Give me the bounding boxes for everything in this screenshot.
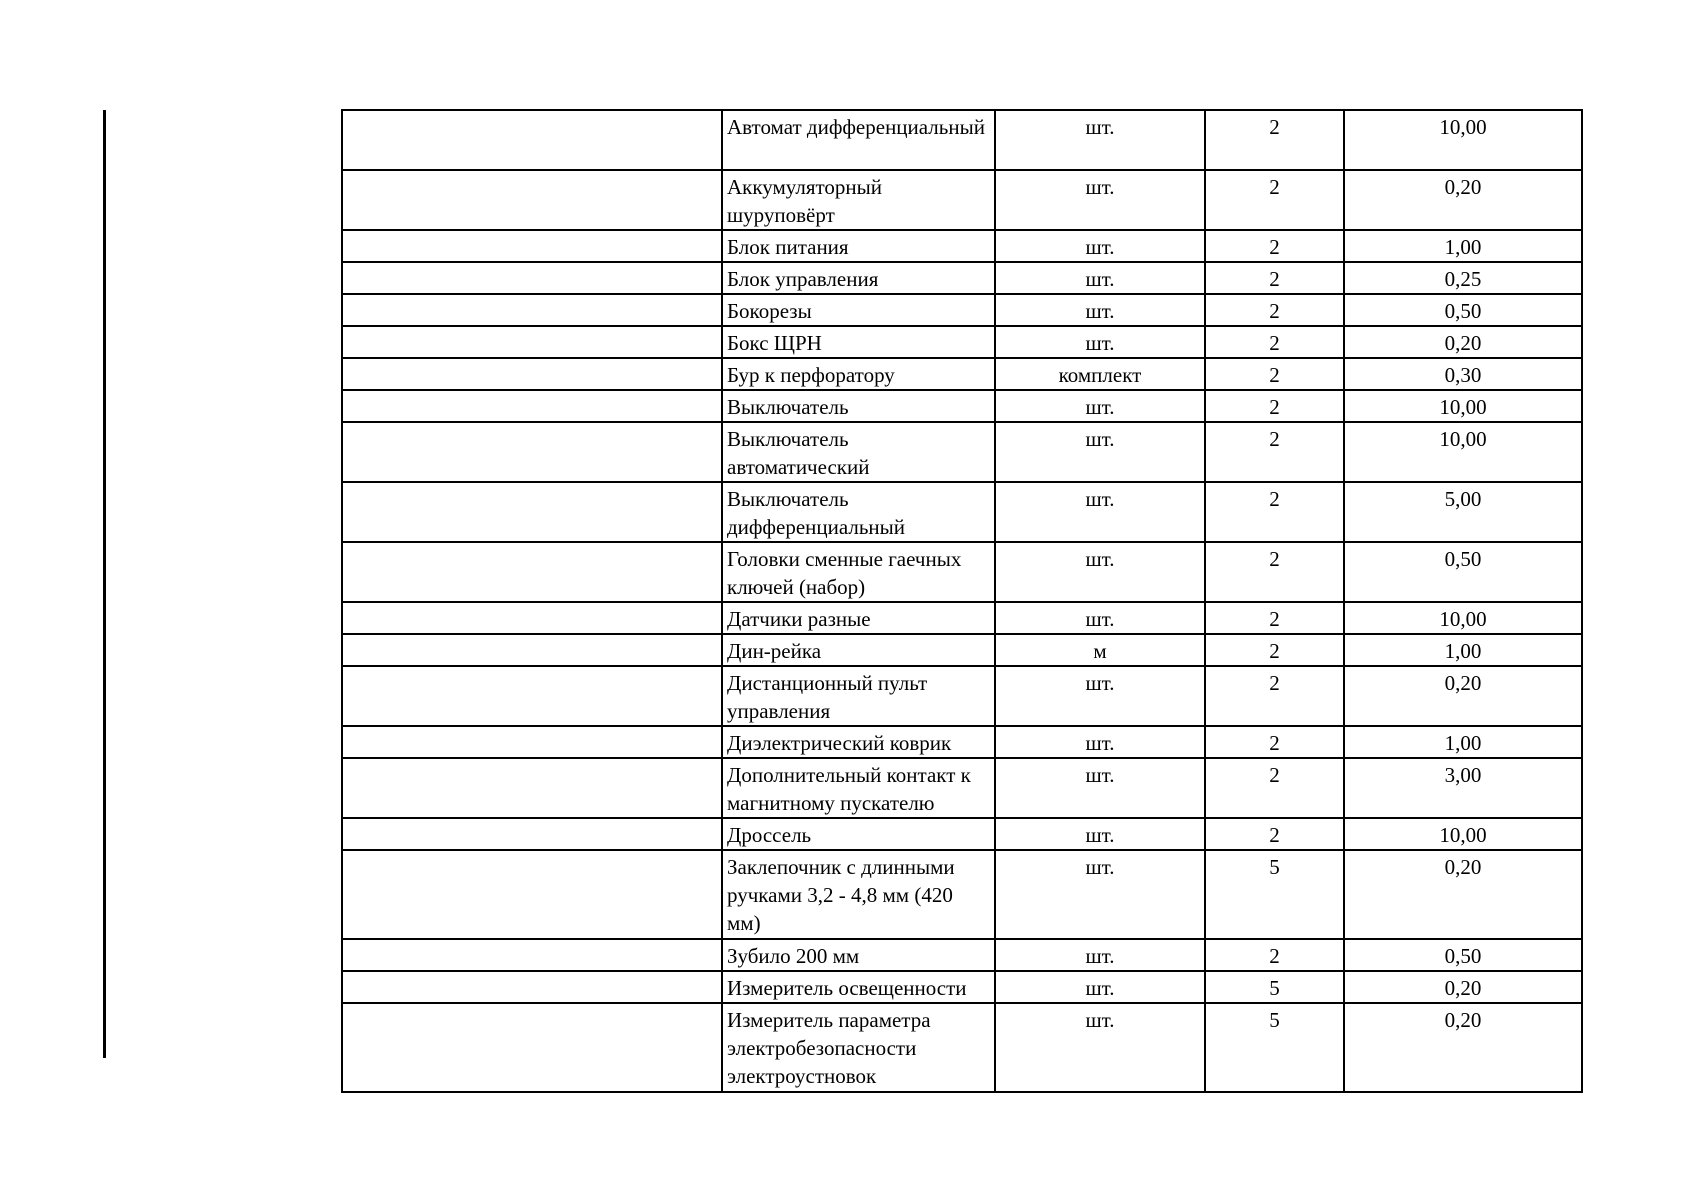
item-unit: шт. xyxy=(995,939,1205,971)
item-unit: шт. xyxy=(995,422,1205,482)
empty-cell xyxy=(342,634,722,666)
item-quantity: 2 xyxy=(1205,634,1344,666)
table-row xyxy=(342,542,1582,602)
item-quantity: 5 xyxy=(1205,971,1344,1003)
item-quantity: 2 xyxy=(1205,390,1344,422)
table-row xyxy=(342,294,1582,326)
empty-cell xyxy=(342,850,722,939)
item-quantity: 2 xyxy=(1205,358,1344,390)
table-row xyxy=(342,602,1582,634)
item-name: Выключатель xyxy=(722,390,995,422)
item-name: Блок управления xyxy=(722,262,995,294)
item-term: 0,20 xyxy=(1344,1003,1582,1092)
item-unit: шт. xyxy=(995,850,1205,939)
table-row xyxy=(342,422,1582,482)
empty-cell xyxy=(342,542,722,602)
item-quantity: 2 xyxy=(1205,294,1344,326)
table-row xyxy=(342,971,1582,1003)
item-term: 0,30 xyxy=(1344,358,1582,390)
table-row xyxy=(342,939,1582,971)
item-term: 10,00 xyxy=(1344,422,1582,482)
empty-cell xyxy=(342,971,722,1003)
item-name: Выключатель дифференциальный xyxy=(722,482,995,542)
item-quantity: 5 xyxy=(1205,850,1344,939)
item-term: 0,50 xyxy=(1344,294,1582,326)
empty-cell xyxy=(342,170,722,230)
item-unit: шт. xyxy=(995,230,1205,262)
empty-cell xyxy=(342,262,722,294)
empty-cell xyxy=(342,758,722,818)
item-term: 10,00 xyxy=(1344,110,1582,170)
table-row xyxy=(342,110,1582,170)
item-unit: шт. xyxy=(995,326,1205,358)
table-row xyxy=(342,170,1582,230)
item-unit: шт. xyxy=(995,602,1205,634)
table-row xyxy=(342,358,1582,390)
item-term: 1,00 xyxy=(1344,634,1582,666)
table-row xyxy=(342,726,1582,758)
table-row xyxy=(342,482,1582,542)
empty-cell xyxy=(342,602,722,634)
item-term: 10,00 xyxy=(1344,390,1582,422)
table-row xyxy=(342,262,1582,294)
item-unit: шт. xyxy=(995,482,1205,542)
empty-cell xyxy=(342,390,722,422)
item-name: Головки сменные гаечных ключей (набор) xyxy=(722,542,995,602)
empty-cell xyxy=(342,482,722,542)
empty-cell xyxy=(342,726,722,758)
item-quantity: 2 xyxy=(1205,170,1344,230)
item-unit: шт. xyxy=(995,170,1205,230)
item-term: 1,00 xyxy=(1344,230,1582,262)
item-quantity: 2 xyxy=(1205,818,1344,850)
table-row xyxy=(342,666,1582,726)
empty-cell xyxy=(342,666,722,726)
item-term: 0,20 xyxy=(1344,850,1582,939)
item-unit: шт. xyxy=(995,818,1205,850)
item-term: 0,25 xyxy=(1344,262,1582,294)
item-term: 0,50 xyxy=(1344,939,1582,971)
item-term: 0,50 xyxy=(1344,542,1582,602)
item-unit: м xyxy=(995,634,1205,666)
item-unit: шт. xyxy=(995,390,1205,422)
table-row xyxy=(342,850,1582,939)
item-name: Заклепочник с длинными ручками 3,2 - 4,8 мм (420 мм) xyxy=(722,850,995,939)
item-quantity: 2 xyxy=(1205,542,1344,602)
item-term: 10,00 xyxy=(1344,818,1582,850)
empty-cell xyxy=(342,422,722,482)
item-term: 3,00 xyxy=(1344,758,1582,818)
item-term: 5,00 xyxy=(1344,482,1582,542)
empty-cell xyxy=(342,294,722,326)
table-row xyxy=(342,390,1582,422)
item-unit: шт. xyxy=(995,542,1205,602)
item-unit: шт. xyxy=(995,758,1205,818)
item-quantity: 2 xyxy=(1205,482,1344,542)
item-term: 0,20 xyxy=(1344,666,1582,726)
item-unit: шт. xyxy=(995,262,1205,294)
item-name: Дистанционный пульт управления xyxy=(722,666,995,726)
item-name: Датчики разные xyxy=(722,602,995,634)
item-unit: комплект xyxy=(995,358,1205,390)
empty-cell xyxy=(342,818,722,850)
item-term: 0,20 xyxy=(1344,326,1582,358)
item-unit: шт. xyxy=(995,294,1205,326)
table-row xyxy=(342,758,1582,818)
item-name: Дин-рейка xyxy=(722,634,995,666)
item-name: Бокорезы xyxy=(722,294,995,326)
item-term: 0,20 xyxy=(1344,170,1582,230)
empty-cell xyxy=(342,110,722,170)
item-unit: шт. xyxy=(995,110,1205,170)
item-quantity: 5 xyxy=(1205,1003,1344,1092)
empty-cell xyxy=(342,326,722,358)
item-name: Дополнительный контакт к магнитному пускателю xyxy=(722,758,995,818)
item-quantity: 2 xyxy=(1205,262,1344,294)
empty-cell xyxy=(342,1003,722,1092)
item-unit: шт. xyxy=(995,666,1205,726)
table-row xyxy=(342,230,1582,262)
item-name: Бур к перфоратору xyxy=(722,358,995,390)
item-name: Зубило 200 мм xyxy=(722,939,995,971)
item-term: 1,00 xyxy=(1344,726,1582,758)
item-quantity: 2 xyxy=(1205,326,1344,358)
table-row xyxy=(342,634,1582,666)
materials-table xyxy=(341,109,1583,1093)
item-name: Диэлектрический коврик xyxy=(722,726,995,758)
table-row xyxy=(342,326,1582,358)
item-name: Бокс ЩРН xyxy=(722,326,995,358)
item-quantity: 2 xyxy=(1205,230,1344,262)
item-quantity: 2 xyxy=(1205,666,1344,726)
item-term: 10,00 xyxy=(1344,602,1582,634)
item-name: Измеритель освещенности xyxy=(722,971,995,1003)
item-name: Измеритель параметра электробезопасности электроустновок xyxy=(722,1003,995,1092)
item-name: Аккумуляторный шуруповёрт xyxy=(722,170,995,230)
empty-cell xyxy=(342,939,722,971)
item-quantity: 2 xyxy=(1205,939,1344,971)
item-term: 0,20 xyxy=(1344,971,1582,1003)
left-margin-line xyxy=(103,110,106,1058)
item-name: Выключатель автоматический xyxy=(722,422,995,482)
item-name: Автомат дифференциальный xyxy=(722,110,995,170)
item-quantity: 2 xyxy=(1205,110,1344,170)
item-quantity: 2 xyxy=(1205,758,1344,818)
empty-cell xyxy=(342,358,722,390)
empty-cell xyxy=(342,230,722,262)
item-quantity: 2 xyxy=(1205,602,1344,634)
item-name: Блок питания xyxy=(722,230,995,262)
item-unit: шт. xyxy=(995,971,1205,1003)
table-row xyxy=(342,818,1582,850)
table-row xyxy=(342,1003,1582,1092)
item-quantity: 2 xyxy=(1205,726,1344,758)
item-unit: шт. xyxy=(995,726,1205,758)
item-name: Дроссель xyxy=(722,818,995,850)
item-quantity: 2 xyxy=(1205,422,1344,482)
item-unit: шт. xyxy=(995,1003,1205,1092)
